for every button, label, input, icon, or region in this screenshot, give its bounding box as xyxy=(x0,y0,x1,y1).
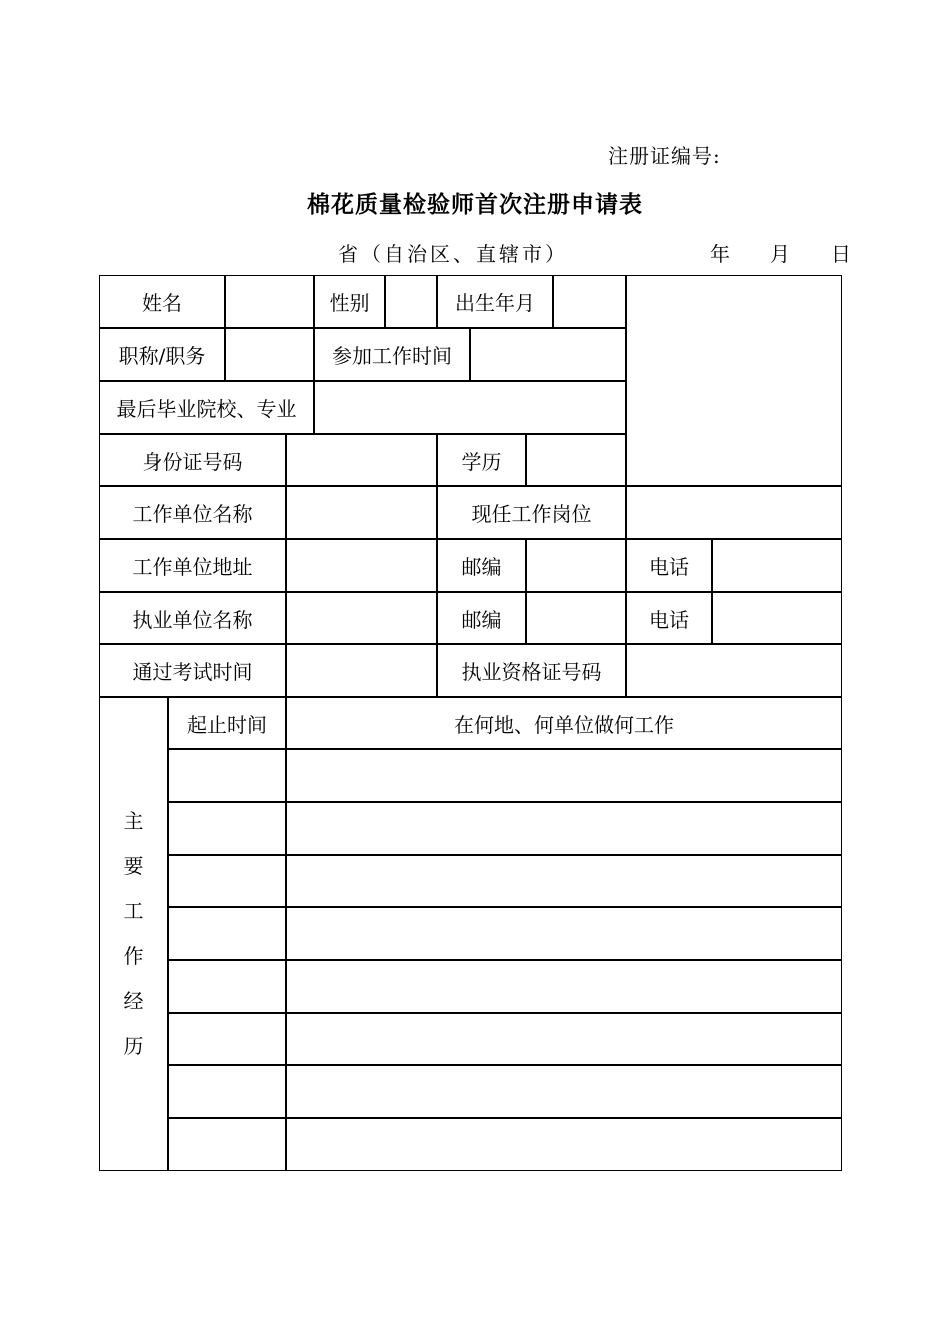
field-employer-address[interactable] xyxy=(286,539,437,592)
header-where: 在何地、何单位做何工作 xyxy=(286,697,842,749)
experience-char: 历 xyxy=(123,1034,144,1058)
field-practice-unit[interactable] xyxy=(286,592,437,644)
label-practice-unit: 执业单位名称 xyxy=(99,592,286,644)
field-title-position[interactable] xyxy=(225,328,314,381)
experience-period-cell[interactable] xyxy=(168,907,286,960)
experience-period-cell[interactable] xyxy=(168,960,286,1013)
experience-char: 作 xyxy=(123,944,144,968)
field-practice-phone[interactable] xyxy=(712,592,842,644)
label-school-major: 最后毕业院校、专业 xyxy=(99,381,314,434)
experience-where-cell[interactable] xyxy=(286,855,842,907)
experience-period-cell[interactable] xyxy=(168,1013,286,1065)
photo-box[interactable] xyxy=(626,275,842,486)
experience-where-cell[interactable] xyxy=(286,960,842,1013)
field-education[interactable] xyxy=(526,434,626,486)
field-employer-name[interactable] xyxy=(286,486,437,539)
field-practice-postcode[interactable] xyxy=(526,592,626,644)
field-work-start[interactable] xyxy=(470,328,626,381)
experience-period-cell[interactable] xyxy=(168,1118,286,1171)
label-title-position: 职称/职务 xyxy=(99,328,225,381)
experience-period-cell[interactable] xyxy=(168,1065,286,1118)
experience-side-label xyxy=(99,697,168,1171)
label-work-start: 参加工作时间 xyxy=(314,328,470,381)
field-name[interactable] xyxy=(225,275,314,328)
label-name: 姓名 xyxy=(99,275,225,328)
experience-char: 经 xyxy=(123,989,144,1013)
label-exam-time: 通过考试时间 xyxy=(99,644,286,697)
experience-where-cell[interactable] xyxy=(286,802,842,855)
label-postcode: 邮编 xyxy=(437,539,526,592)
day-label: 日 xyxy=(831,242,851,266)
label-birth: 出生年月 xyxy=(437,275,553,328)
experience-char: 主 xyxy=(123,809,144,833)
experience-char: 要 xyxy=(123,854,144,878)
label-phone: 电话 xyxy=(626,539,712,592)
experience-period-cell[interactable] xyxy=(168,855,286,907)
label-gender: 性别 xyxy=(314,275,385,328)
field-cert-number[interactable] xyxy=(626,644,842,697)
field-gender[interactable] xyxy=(385,275,437,328)
province-label: 省（自治区、直辖市） xyxy=(338,242,568,266)
label-current-post: 现任工作岗位 xyxy=(437,486,626,539)
experience-where-cell[interactable] xyxy=(286,1118,842,1171)
field-phone[interactable] xyxy=(712,539,842,592)
label-employer-name: 工作单位名称 xyxy=(99,486,286,539)
field-current-post[interactable] xyxy=(626,486,842,539)
label-employer-address: 工作单位地址 xyxy=(99,539,286,592)
experience-where-cell[interactable] xyxy=(286,1013,842,1065)
field-school-major[interactable] xyxy=(314,381,626,434)
label-id-number: 身份证号码 xyxy=(99,434,286,486)
experience-where-cell[interactable] xyxy=(286,749,842,802)
field-birth[interactable] xyxy=(553,275,626,328)
label-practice-phone: 电话 xyxy=(626,592,712,644)
experience-char: 工 xyxy=(123,899,144,923)
year-label: 年 xyxy=(710,242,730,266)
field-id-number[interactable] xyxy=(286,434,437,486)
experience-where-cell[interactable] xyxy=(286,1065,842,1118)
field-postcode[interactable] xyxy=(526,539,626,592)
experience-period-cell[interactable] xyxy=(168,749,286,802)
label-education: 学历 xyxy=(437,434,526,486)
month-label: 月 xyxy=(770,242,790,266)
application-form xyxy=(99,275,842,1171)
experience-where-cell[interactable] xyxy=(286,907,842,960)
field-exam-time[interactable] xyxy=(286,644,437,697)
form-title: 棉花质量检验师首次注册申请表 xyxy=(307,191,643,218)
label-cert-number: 执业资格证号码 xyxy=(437,644,626,697)
label-practice-postcode: 邮编 xyxy=(437,592,526,644)
cert-number-label: 注册证编号: xyxy=(608,144,721,168)
experience-period-cell[interactable] xyxy=(168,802,286,855)
header-period: 起止时间 xyxy=(168,697,286,749)
